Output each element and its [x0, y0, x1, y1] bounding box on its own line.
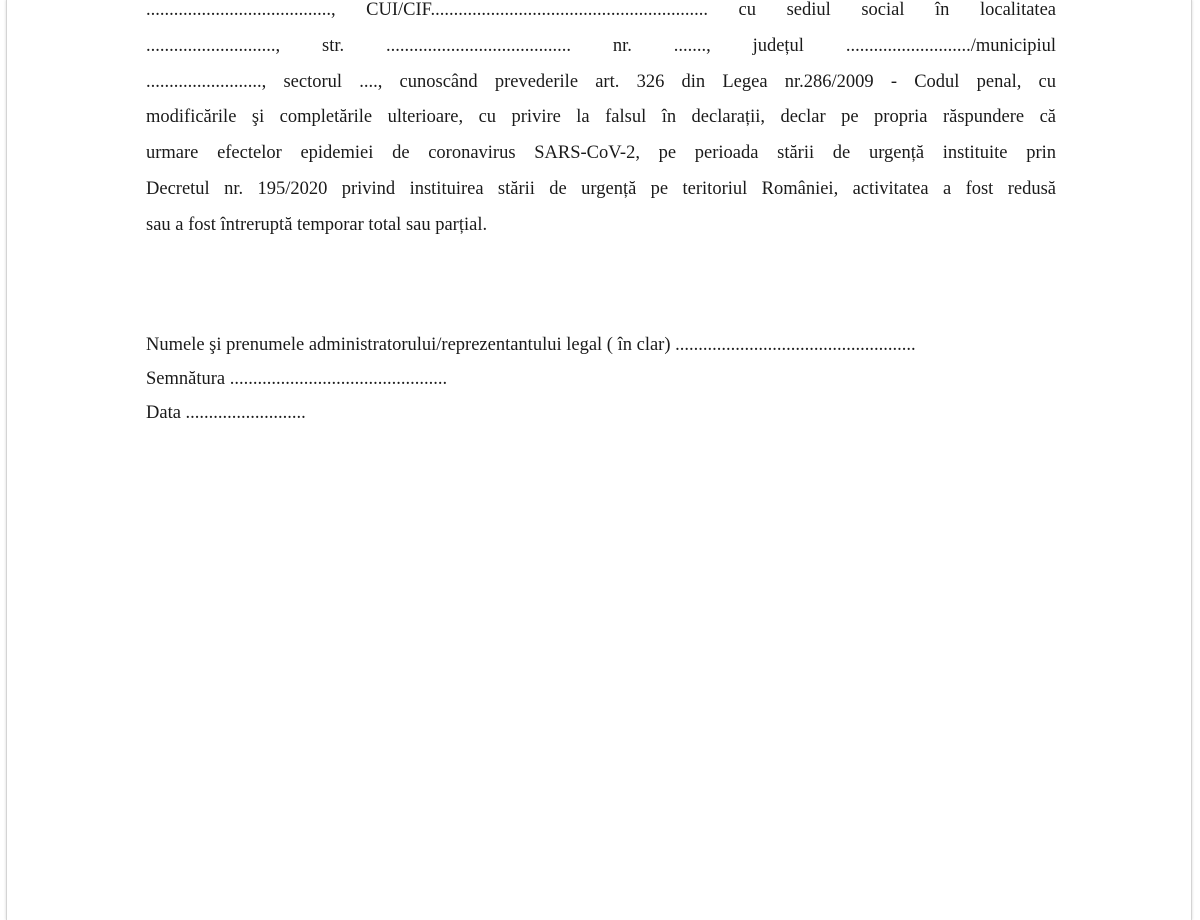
- signature-line: Semnătura ...............................................: [146, 369, 448, 389]
- document-body: [146, 0, 1056, 423]
- document-page: [6, 0, 1192, 920]
- date-line: Data ..........................: [146, 403, 306, 423]
- declaration-line: Decretul nr. 195/2020 privind instituirea stării de urgență pe teritoriul României, activitatea a fost redusă: [146, 178, 1056, 199]
- declaration-paragraph: [146, 0, 1056, 244]
- declaration-line: modificările şi completările ulterioare, cu privire la falsul în declarații, declar pe propria răspundere că: [146, 107, 1056, 128]
- declaration-line: ............................, str. ........................................ nr. ......., județul .........................../municipiul: [146, 35, 1056, 56]
- legal-representative-name-line: Numele şi prenumele administratorului/reprezentantului legal ( în clar) ....................................................: [146, 335, 916, 355]
- declaration-line: urmare efectelor epidemiei de coronavirus SARS-CoV-2, pe perioada stării de urgență instituite prin: [146, 143, 1056, 164]
- signature-block: [146, 328, 1056, 430]
- declaration-line: ........................., sectorul ...., cunoscând prevederile art. 326 din Legea nr.286/2009 - Codul penal, cu: [146, 71, 1056, 92]
- declaration-line: sau a fost întreruptă temporar total sau parțial.: [146, 214, 488, 235]
- declaration-line: ........................................, CUI/CIF............................................................ cu sediul social în localitatea: [146, 0, 1056, 20]
